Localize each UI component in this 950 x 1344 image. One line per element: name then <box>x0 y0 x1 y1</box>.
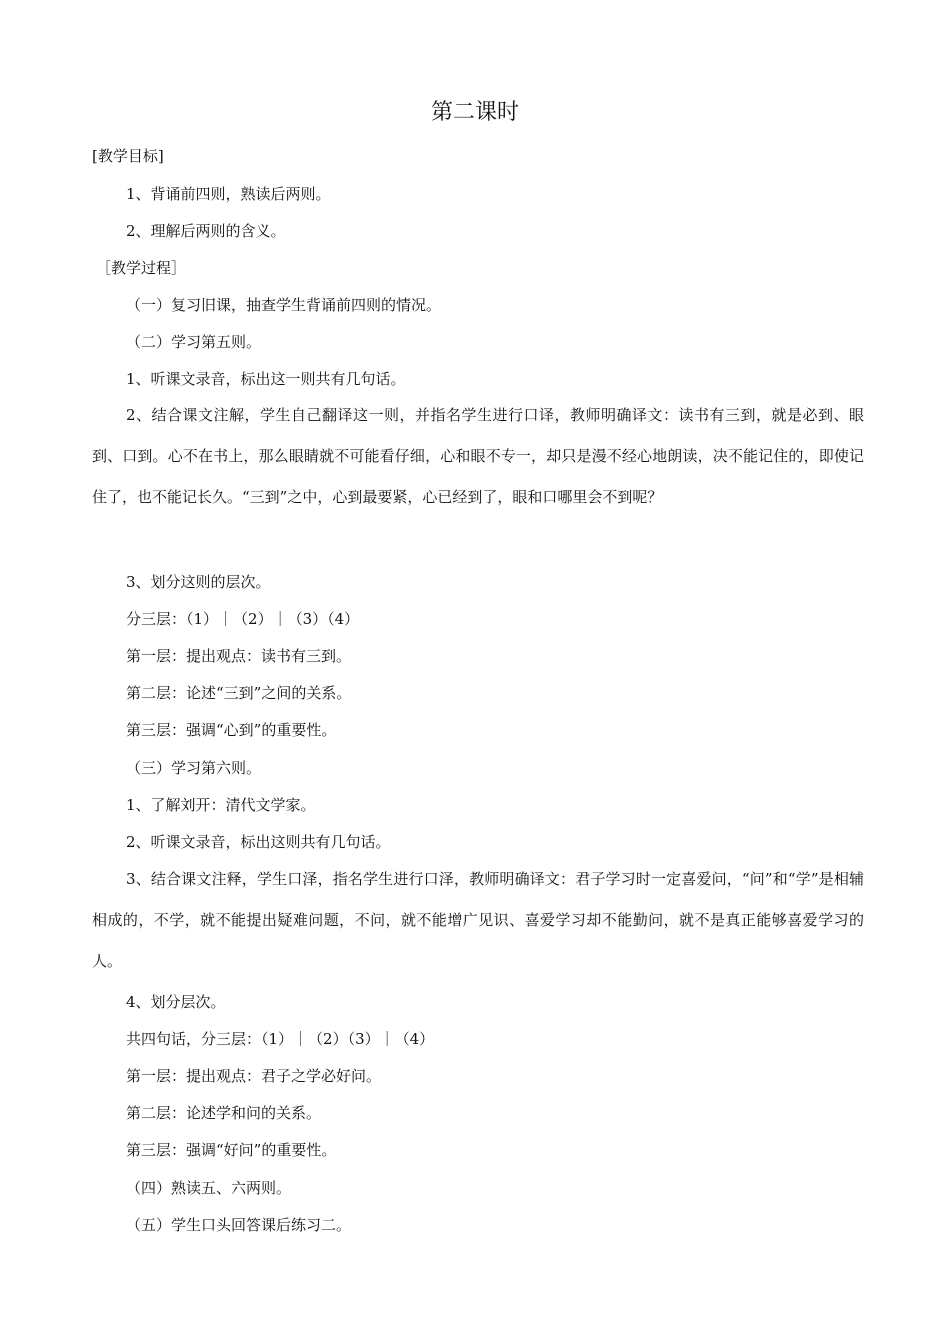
page-title: 第二课时 <box>430 100 519 125</box>
step-2-layer-3: 第三层：强调“心到”的重要性。 <box>126 721 337 739</box>
objectives-heading: [教学目标] <box>92 147 164 165</box>
step-3-item-3-paragraph: 3、结合课文注释，学生口泽，指名学生进行口泽，教师明确译文：君子学习时一定喜爱问，“问”和“学”是相辅相成的，不学，就不能提出疑难问题，不问，就不能增广见识、喜爱学习却不能勤问，就不是真正能够喜爱学习的人。 <box>92 870 864 970</box>
step-4: （四）熟读五、六两则。 <box>126 1179 292 1197</box>
step-5: （五）学生口头回答课后练习二。 <box>126 1216 352 1234</box>
step-2-layers: 分三层：（1）｜（2）｜（3）（4） <box>126 610 360 628</box>
step-3-item-2: 2、听课文录音，标出这则共有几句话。 <box>126 833 391 851</box>
step-3-layers: 共四句话，分三层：（1）｜（2）（3）｜（4） <box>126 1030 435 1048</box>
step-3-layer-2: 第二层：论述学和问的关系。 <box>126 1104 322 1122</box>
step-3-item-1: 1、了解刘开：清代文学家。 <box>126 796 316 814</box>
step-2-item-3: 3、划分这则的层次。 <box>126 573 271 591</box>
step-2-item-1: 1、听课文录音，标出这一则共有几句话。 <box>126 370 406 388</box>
step-3-layer-1: 第一层：提出观点：君子之学必好问。 <box>126 1067 382 1085</box>
objective-1: 1、背诵前四则，熟读后两则。 <box>126 185 331 203</box>
step-2-layer-1: 第一层：提出观点：读书有三到。 <box>126 647 352 665</box>
step-2-item-2-paragraph: 2、结合课文注解，学生自己翻译这一则，并指名学生进行口译，教师明确译文：读书有三到，就是必到、眼到、口到。心不在书上，那么眼睛就不可能看仔细，心和眼不专一，却只是漫不经心地朗读，决不能记住的，即使记住了，也不能记长久。“三到”之中，心到最要紧，心已经到了，眼和口哪里会不到呢？ <box>92 406 864 506</box>
step-2: （二）学习第五则。 <box>126 333 262 351</box>
step-1: （一）复习旧课，抽查学生背诵前四则的情况。 <box>126 296 442 314</box>
step-3-item-4: 4、划分层次。 <box>126 993 226 1011</box>
process-heading: ［教学过程］ <box>96 259 187 277</box>
step-3-layer-3: 第三层：强调“好问”的重要性。 <box>126 1141 337 1159</box>
objective-2: 2、理解后两则的含义。 <box>126 222 286 240</box>
step-3: （三）学习第六则。 <box>126 759 262 777</box>
step-2-layer-2: 第二层：论述“三到”之间的关系。 <box>126 684 352 702</box>
